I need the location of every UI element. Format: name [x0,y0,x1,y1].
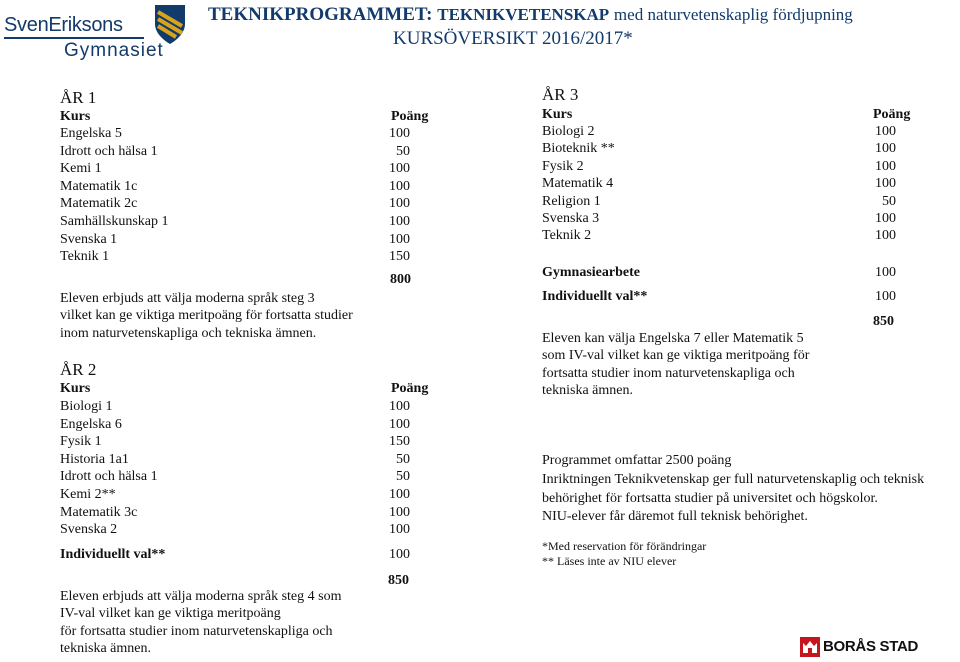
year1-col-course: Kurs [60,109,91,124]
course-points: 100 [389,178,410,194]
note-line: vilket kan ge viktiga meritpoäng för fortsatta studier [60,308,353,324]
course-name: Engelska 5 [60,126,122,141]
year1-heading: ÅR 1 [60,88,97,107]
course-points: 100 [389,504,410,520]
year3-heading: ÅR 3 [542,85,579,104]
course-points: 100 [875,158,896,174]
course-name: Idrott och hälsa 1 [60,143,158,159]
page-title: TEKNIKPROGRAMMET: TEKNIKVETENSKAP med naturvetenskaplig fördjupning [208,4,853,25]
course-points: 100 [389,161,410,177]
summary-line: NIU-elever får däremot full teknisk behörighet. [542,509,808,525]
course-points: 100 [389,416,410,432]
course-points: 100 [875,211,896,226]
logo-line1: SvenEriksons [4,14,123,36]
logo-line2: Gymnasiet [64,40,164,61]
course-points: 150 [389,249,410,265]
year2-elective-points: 100 [389,547,410,562]
year3-elective-points: 100 [875,289,896,304]
course-name: Matematik 1c [60,178,138,194]
note-line: Eleven erbjuds att välja moderna språk steg 4 som [60,589,342,604]
boras-stad-label: BORÅS STAD [823,638,919,655]
school-logo [0,0,200,70]
note-line: IV-val vilket kan ge viktiga meritpoäng [60,606,281,622]
course-name: Kemi 1 [60,161,102,177]
course-name: Teknik 1 [60,249,110,265]
note-line: fortsatta studier inom naturvetenskapliga och [542,365,795,381]
course-name: Historia 1a1 [60,451,129,467]
summary-line: Programmet omfattar 2500 poäng [542,453,732,468]
course-name: Kemi 2** [60,487,116,502]
course-name: Matematik 2c [60,196,138,212]
course-points: 100 [389,196,410,212]
summary-line: behörighet för fortsatta studier på universitet och högskolor. [542,490,878,506]
course-name: Samhällskunskap 1 [60,214,169,229]
course-name: Teknik 2 [542,228,592,244]
course-name: Svenska 1 [60,231,118,247]
note-line: Eleven erbjuds att välja moderna språk steg 3 [60,291,315,306]
course-name: Idrott och hälsa 1 [60,469,158,485]
course-name: Bioteknik ** [542,141,615,157]
year3-project-course: Gymnasiearbete [542,265,640,280]
footnote-line: ** Läses inte av NIU elever [542,554,677,568]
summary-line: Inriktningen Teknikvetenskap ger full naturvetenskaplig och teknisk [542,471,925,487]
course-points: 100 [875,124,896,139]
course-name: Fysik 1 [60,434,102,450]
course-points: 50 [882,193,896,209]
note-line: som IV-val vilket kan ge viktiga meritpoäng för [542,348,810,364]
note-line: Eleven kan välja Engelska 7 eller Matematik 5 [542,331,804,346]
note-line: tekniska ämnen. [542,383,633,399]
course-points: 100 [389,487,410,502]
course-points: 100 [389,399,410,414]
year3-elective-course: Individuellt val** [542,289,648,304]
year3-total: 850 [873,314,894,329]
logo-underline [4,37,144,39]
course-points: 100 [875,176,896,192]
course-name: Svenska 3 [542,211,600,226]
year3-project-points: 100 [875,265,896,280]
year1-total: 800 [390,272,411,287]
course-points: 50 [396,451,410,467]
course-name: Biologi 2 [542,124,595,139]
year2-col-course: Kurs [60,381,91,396]
course-name: Biologi 1 [60,399,113,414]
note-line: inom naturvetenskapliga och tekniska ämnen. [60,325,317,341]
year2-heading: ÅR 2 [60,360,97,379]
year2-elective-course: Individuellt val** [60,547,166,562]
course-points: 100 [875,228,896,244]
course-points: 100 [389,214,410,229]
course-name: Religion 1 [542,193,601,209]
year3-col-course: Kurs [542,107,573,122]
course-points: 100 [389,522,410,538]
page-subtitle: KURSÖVERSIKT 2016/2017* [393,28,633,49]
course-points: 100 [389,231,410,247]
note-line: för fortsatta studier inom naturvetenskapliga och [60,623,333,639]
year2-total: 850 [388,573,409,588]
course-name: Matematik 4 [542,176,614,192]
boras-crest-icon [800,637,820,657]
course-points: 150 [389,434,410,450]
course-points: 100 [875,141,896,157]
year2-col-points: Poäng [391,381,429,396]
footnote-line: *Med reservation för förändringar [542,539,707,553]
course-points: 50 [396,469,410,485]
note-line: tekniska ämnen. [60,641,151,657]
year3-col-points: Poäng [873,107,911,122]
course-points: 100 [389,126,410,141]
shield-icon [152,2,188,46]
course-name: Matematik 3c [60,504,138,520]
course-name: Engelska 6 [60,416,122,432]
course-name: Svenska 2 [60,522,118,538]
course-name: Fysik 2 [542,158,584,174]
year1-col-points: Poäng [391,109,429,124]
course-points: 50 [396,143,410,159]
